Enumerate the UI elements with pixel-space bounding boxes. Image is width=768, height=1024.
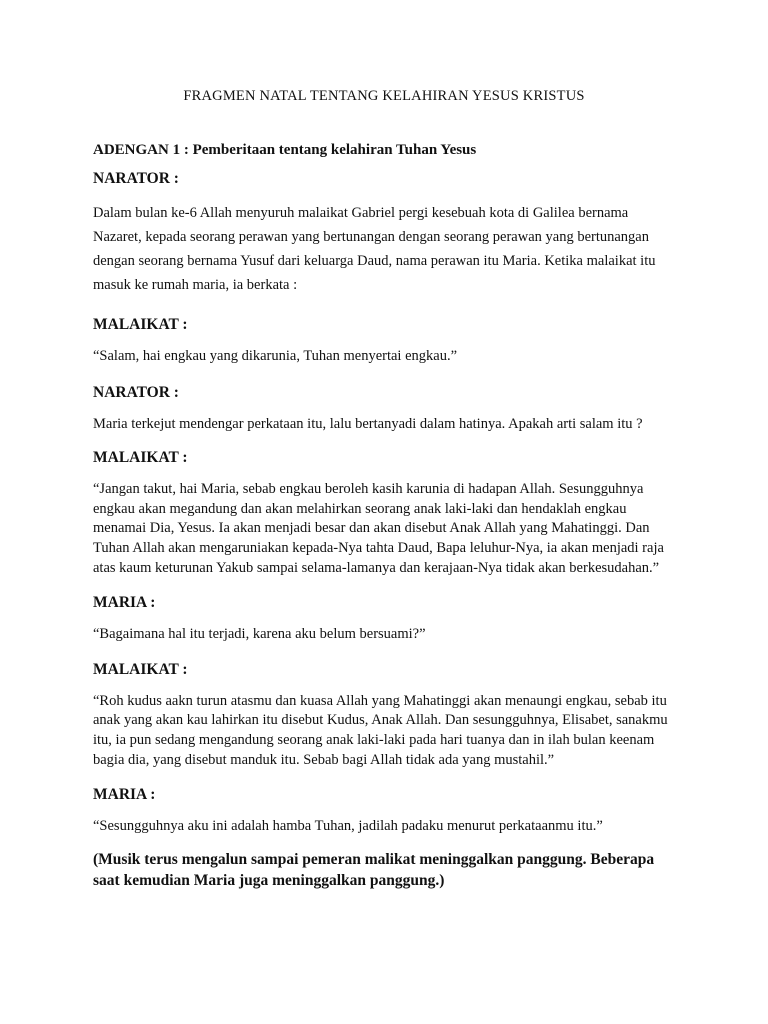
document-body — [93, 140, 678, 891]
scene-heading: ADENGAN 1 : Pemberitaan tentang kelahiran Tuhan Yesus — [93, 142, 477, 158]
speaker-label-malaikat-3: MALAIKAT : — [93, 660, 188, 678]
speaker-label-narator-2: NARATOR : — [93, 383, 179, 401]
speaker-label-narator-1: NARATOR : — [93, 170, 179, 187]
document-title: FRAGMEN NATAL TENTANG KELAHIRAN YESUS KRISTUS — [183, 88, 585, 104]
stage-direction: (Musik terus mengalun sampai pemeran malikat meninggalkan panggung. Beberapa saat kemudian Maria juga meninggalkan panggung.) — [93, 850, 655, 889]
narator-paragraph-1: Dalam bulan ke-6 Allah menyuruh malaikat Gabriel pergi kesebuah kota di Galilea bernama Nazaret, kepada seorang perawan yang bertunangan dengan seorang perawan yang bertunangan dengan seorang bernama Yusuf dari keluarga Daud, nama perawan itu Maria. Ketika malaikat itu masuk ke rumah maria, ia berkata : — [93, 205, 656, 293]
speaker-label-maria-2: MARIA : — [93, 786, 156, 804]
maria-paragraph-2: “Sesungguhnya aku ini adalah hamba Tuhan, jadilah padaku menurut perkataanmu itu.” — [93, 818, 603, 835]
malaikat-paragraph-2: “Jangan takut, hai Maria, sebab engkau beroleh kasih karunia di hadapan Allah. Sesungguhnya engkau akan megandung dan akan melahirkan seorang anak laki-laki dan hendaklah engkau menamai Dia, Yesus. Ia akan menjadi besar dan akan disebut Anak Allah yang Mahatinggi. Dan Tuhan Allah akan mengaruniakan kepada-Nya tahta Daud, Bapa leluhur-Nya, ia akan menjadi raja atas kaum keturunan Yakub sampai selama-lamanya dan kerajaan-Nya tidak akan berkesudahan.” — [93, 481, 664, 576]
speaker-label-malaikat-1: MALAIKAT : — [93, 316, 188, 333]
malaikat-paragraph-3: “Roh kudus aakn turun atasmu dan kuasa Allah yang Mahatinggi akan menaungi engkau, sebab itu anak yang akan kau lahirkan itu disebut Kudus, Anak Allah. Dan sesungguhnya, Elisabet, sanakmu itu, ia pun sedang mengandung seorang anak laki-laki pada hari tuanya dan in ilah bulan keenam bagia dia, yang disebut manduk itu. Sebab bagi Allah tidak ada yang mustahil.” — [93, 692, 668, 768]
speaker-label-malaikat-2: MALAIKAT : — [93, 449, 188, 467]
speaker-label-maria-1: MARIA : — [93, 594, 156, 612]
malaikat-paragraph-1: “Salam, hai engkau yang dikarunia, Tuhan menyertai engkau.” — [93, 348, 458, 364]
narator-paragraph-2: Maria terkejut mendengar perkataan itu, lalu bertanyadi dalam hatinya. Apakah arti salam itu ? — [93, 415, 643, 432]
maria-paragraph-1: “Bagaimana hal itu terjadi, karena aku belum bersuami?” — [93, 626, 426, 643]
